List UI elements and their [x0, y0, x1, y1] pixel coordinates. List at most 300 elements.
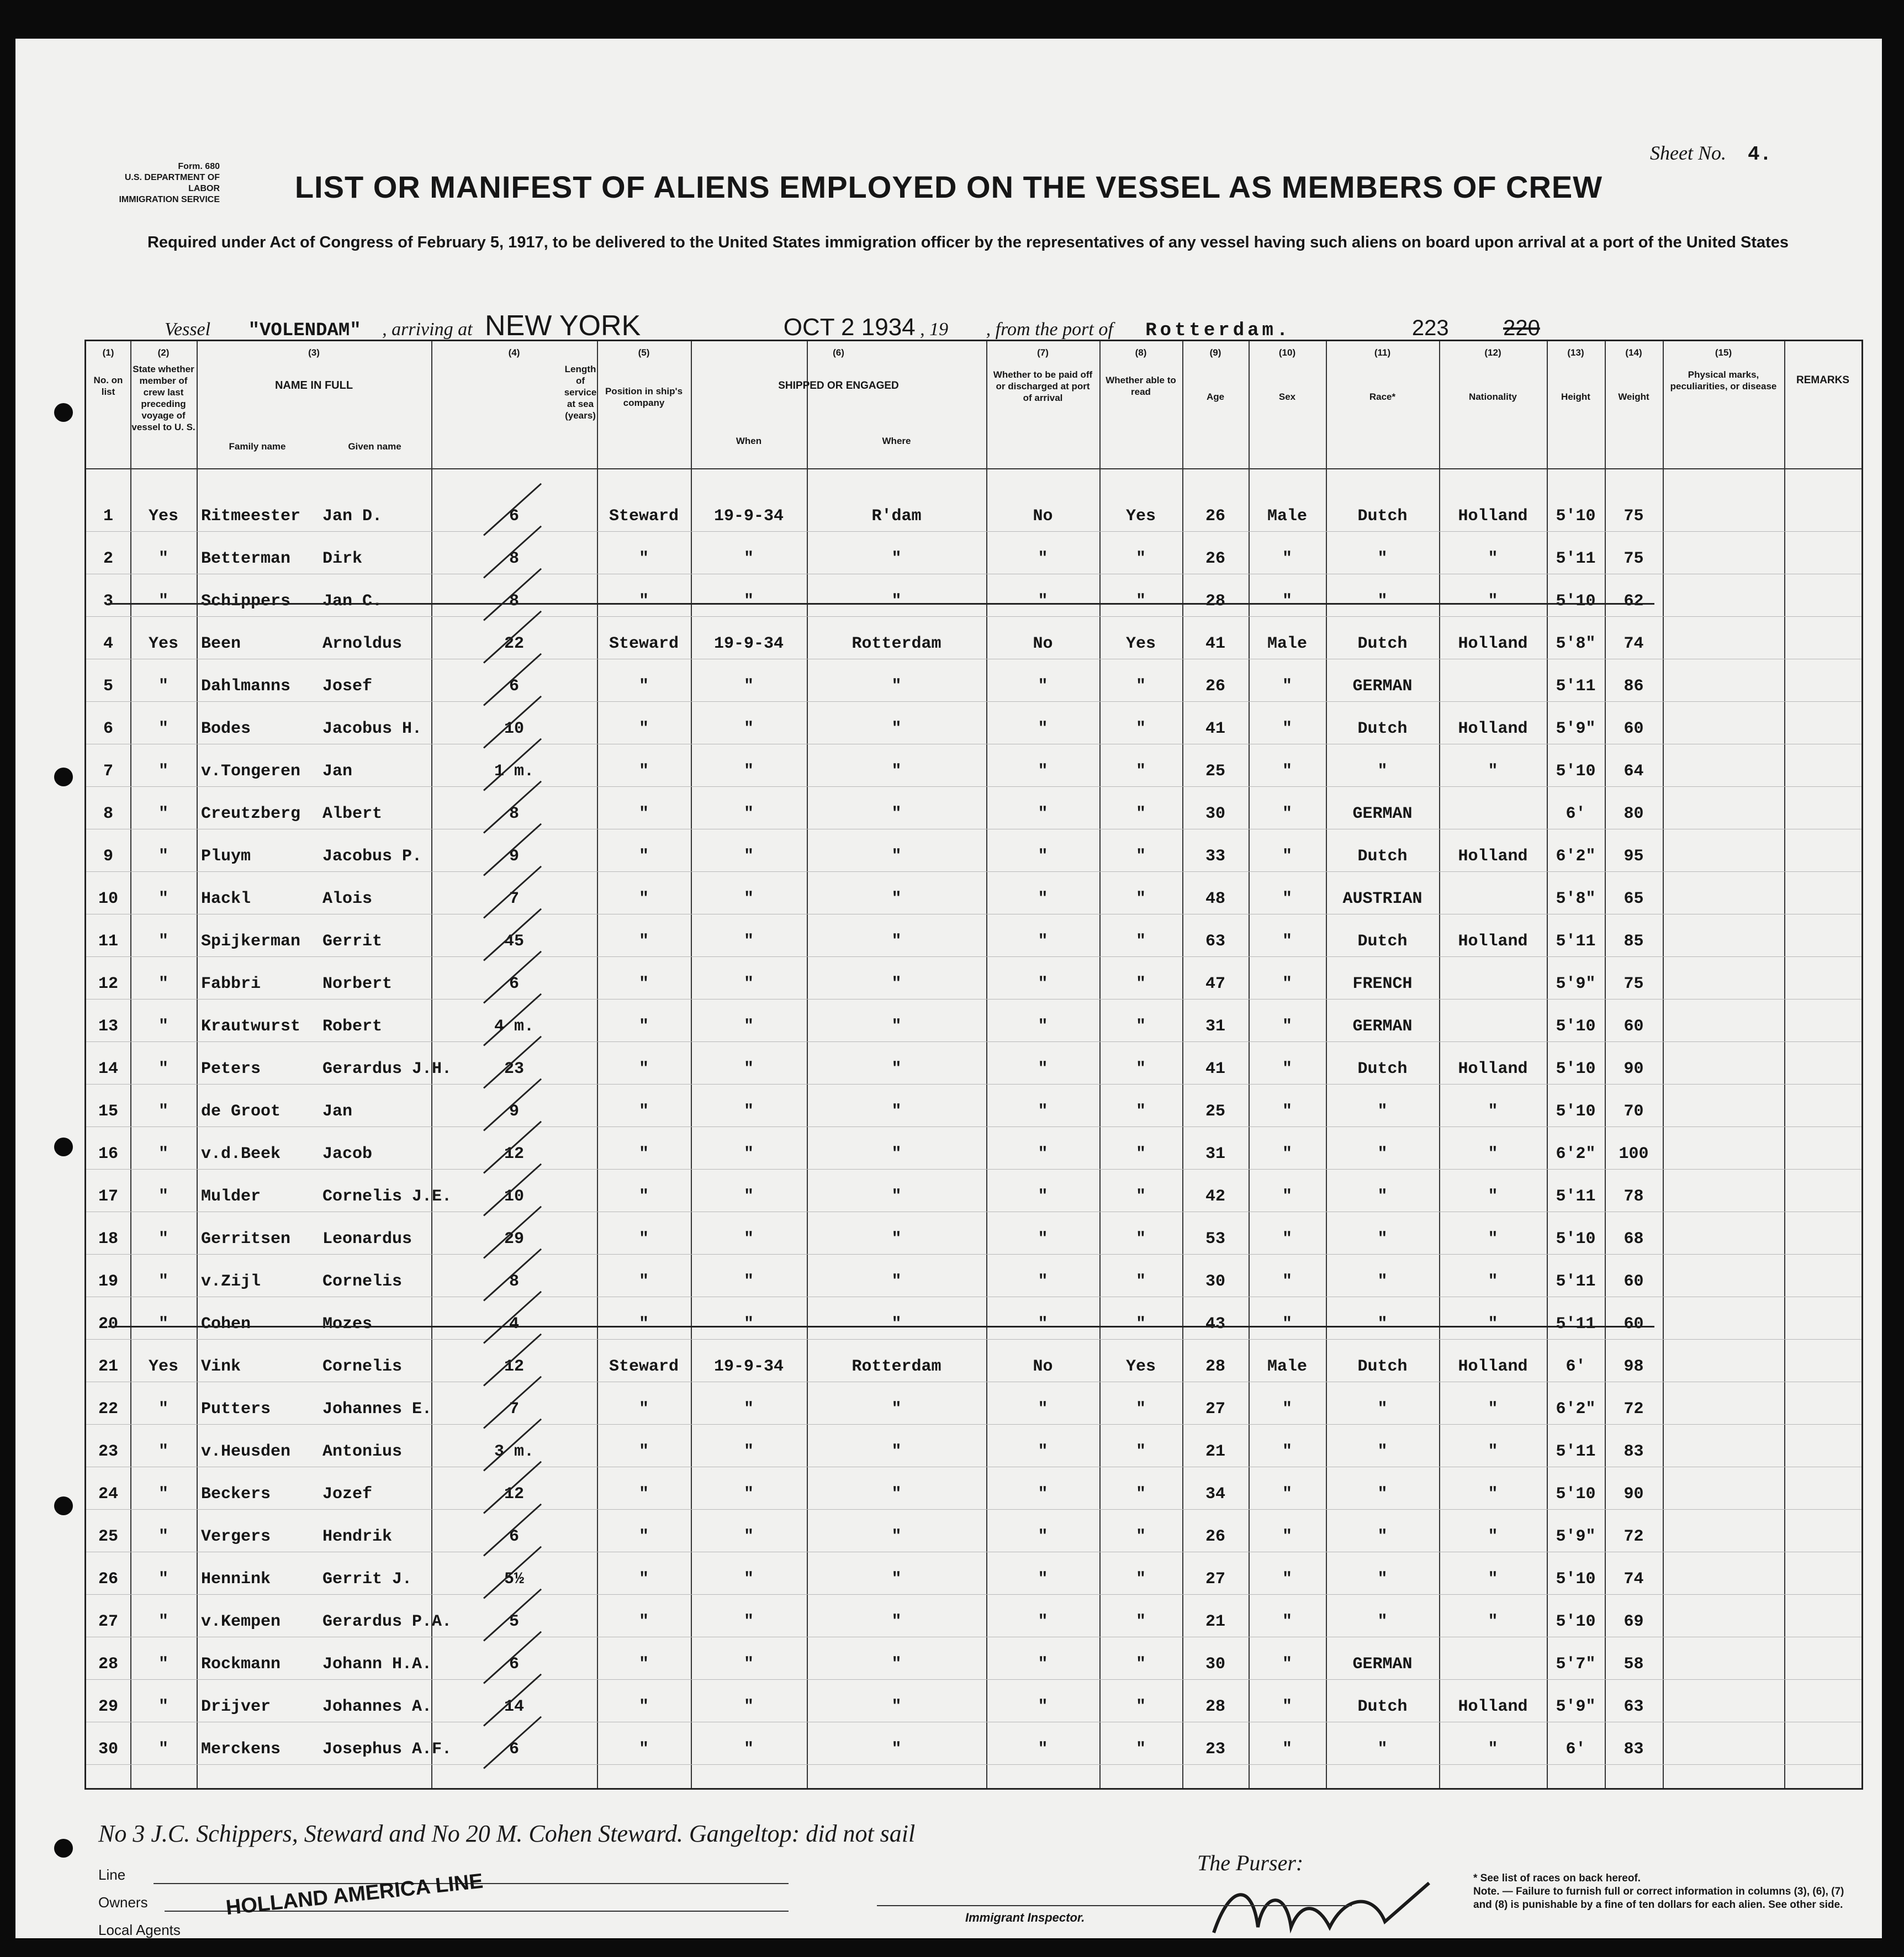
cell-race: Dutch	[1357, 847, 1408, 866]
cell-height: 6'2"	[1556, 1400, 1596, 1419]
cell-sex: "	[1282, 677, 1292, 696]
cell-given: Norbert	[322, 975, 393, 993]
cell-weight: 75	[1623, 507, 1644, 526]
cell-given: Mozes	[322, 1315, 373, 1334]
cell-when: "	[743, 975, 754, 993]
header-sex: Sex	[1278, 392, 1296, 402]
cell-service: 6	[509, 975, 519, 993]
cell-paid: "	[1038, 1315, 1048, 1334]
cell-when: "	[743, 1740, 754, 1759]
cell-where: "	[891, 1570, 902, 1589]
cell-sex: "	[1282, 1102, 1292, 1121]
punch-hole	[54, 1138, 73, 1156]
header-able-read: Whether able to read	[1106, 375, 1176, 397]
cell-position: "	[638, 1442, 649, 1461]
col-number-12: (12)	[1484, 347, 1501, 358]
cell-sex: "	[1282, 1400, 1292, 1419]
cell-where: "	[891, 1060, 902, 1078]
cell-paid: "	[1038, 890, 1048, 908]
cell-height: 5'10	[1556, 1060, 1596, 1078]
cell-race: "	[1377, 1740, 1388, 1759]
cell-given: Leonardus	[322, 1230, 412, 1249]
cell-no: 13	[98, 1017, 118, 1036]
cell-height: 5'10	[1556, 762, 1596, 781]
cell-family: Putters	[201, 1400, 271, 1419]
vessel-line	[165, 309, 1540, 342]
cell-weight: 74	[1623, 1570, 1644, 1589]
cell-weight: 69	[1623, 1612, 1644, 1631]
cell-age: 28	[1205, 1357, 1225, 1376]
cell-age: 34	[1205, 1485, 1225, 1504]
cell-paid: "	[1038, 762, 1048, 781]
cell-where: "	[891, 1315, 902, 1334]
cell-prev: "	[158, 1272, 168, 1291]
cell-given: Gerrit J.	[322, 1570, 412, 1589]
cell-sex: "	[1282, 1612, 1292, 1631]
cell-prev: "	[158, 1400, 168, 1419]
cell-where: "	[891, 890, 902, 908]
cell-service: 1 m.	[494, 762, 534, 781]
cell-nationality: Holland	[1458, 1357, 1528, 1376]
cell-sex: "	[1282, 1442, 1292, 1461]
cell-weight: 64	[1623, 762, 1644, 781]
header-age: Age	[1206, 392, 1225, 402]
punch-hole	[54, 1496, 73, 1515]
cell-prev: "	[158, 932, 168, 951]
cell-paid: "	[1038, 1655, 1048, 1674]
cell-prev: "	[158, 1187, 168, 1206]
cell-sex: "	[1282, 1315, 1292, 1334]
cell-position: "	[638, 1315, 649, 1334]
header-weight: Weight	[1618, 392, 1649, 402]
cell-sex: Male	[1267, 507, 1307, 526]
cell-no: 22	[98, 1400, 118, 1419]
arrival-port: NEW YORK	[485, 310, 641, 342]
header-remarks: REMARKS	[1796, 374, 1850, 386]
cell-given: Dirk	[322, 549, 363, 568]
cell-when: "	[743, 720, 754, 738]
header-given-name: Given name	[348, 441, 401, 452]
cell-height: 5'10	[1556, 1485, 1596, 1504]
cell-read: "	[1135, 1017, 1146, 1036]
cell-given: Albert	[322, 805, 383, 823]
cell-where: Rotterdam	[851, 634, 942, 653]
cell-nationality: "	[1488, 1187, 1498, 1206]
cell-race: GERMAN	[1352, 677, 1413, 696]
cell-age: 63	[1205, 932, 1225, 951]
cell-height: 5'10	[1556, 507, 1596, 526]
cell-where: "	[891, 720, 902, 738]
cell-service: 12	[504, 1485, 524, 1504]
cell-service: 45	[504, 932, 524, 951]
date-stamp: OCT 2 1934	[783, 314, 916, 341]
cell-position: "	[638, 1145, 649, 1163]
cell-service: 6	[509, 1655, 519, 1674]
cell-given: Antonius	[322, 1442, 403, 1461]
header-nationality: Nationality	[1469, 392, 1517, 402]
cell-given: Jan C.	[322, 592, 383, 611]
cell-race: Dutch	[1357, 1697, 1408, 1716]
header-no-on-list: No. on list	[93, 375, 123, 397]
cell-sex: "	[1282, 1740, 1292, 1759]
header-position: Position in ship's company	[605, 386, 683, 408]
cell-family: Bodes	[201, 720, 251, 738]
cell-where: Rotterdam	[851, 1357, 942, 1376]
cell-age: 23	[1205, 1740, 1225, 1759]
cell-sex: "	[1282, 805, 1292, 823]
year-label: , 19	[920, 319, 949, 340]
cell-when: "	[743, 1697, 754, 1716]
cell-family: Pluym	[201, 847, 251, 866]
cell-race: Dutch	[1357, 720, 1408, 738]
cell-weight: 98	[1623, 1357, 1644, 1376]
header-where: Where	[882, 436, 911, 446]
cell-prev: "	[158, 1442, 168, 1461]
cell-position: "	[638, 1697, 649, 1716]
cell-when: 19-9-34	[713, 507, 784, 526]
manifest-sheet	[15, 39, 1882, 1938]
cell-prev: "	[158, 1060, 168, 1078]
cell-race: "	[1377, 1442, 1388, 1461]
cell-weight: 86	[1623, 677, 1644, 696]
cell-height: 5'11	[1556, 1272, 1596, 1291]
cell-read: Yes	[1125, 634, 1156, 653]
col-number-1: (1)	[102, 347, 114, 358]
cell-age: 41	[1205, 634, 1225, 653]
cell-no: 28	[98, 1655, 118, 1674]
cell-height: 5'10	[1556, 1017, 1596, 1036]
cell-read: "	[1135, 847, 1146, 866]
cell-when: "	[743, 1060, 754, 1078]
cell-age: 48	[1205, 890, 1225, 908]
cell-when: "	[743, 1612, 754, 1631]
cell-position: "	[638, 932, 649, 951]
cell-given: Johann H.A.	[322, 1655, 432, 1674]
cell-weight: 63	[1623, 1697, 1644, 1716]
header-race: Race*	[1369, 392, 1396, 402]
cell-where: "	[891, 677, 902, 696]
cell-no: 15	[98, 1102, 118, 1121]
cell-age: 33	[1205, 847, 1225, 866]
cell-when: "	[743, 1442, 754, 1461]
cell-nationality: "	[1488, 1570, 1498, 1589]
cell-family: Cohen	[201, 1315, 251, 1334]
cell-where: R'dam	[871, 507, 922, 526]
cell-when: "	[743, 847, 754, 866]
department-name: U.S. DEPARTMENT OF LABOR	[124, 173, 220, 193]
cell-family: Fabbri	[201, 975, 261, 993]
cell-height: 5'9"	[1556, 975, 1596, 993]
line-label: Line	[98, 1866, 126, 1883]
cell-family: Drijver	[201, 1697, 271, 1716]
line-stamp: HOLLAND AMERICA LINE	[225, 1869, 484, 1920]
cell-prev: "	[158, 549, 168, 568]
cell-age: 25	[1205, 762, 1225, 781]
cell-weight: 74	[1623, 634, 1644, 653]
cell-when: "	[743, 805, 754, 823]
cell-race: FRENCH	[1352, 975, 1413, 993]
cell-position: "	[638, 1655, 649, 1674]
cell-family: Vink	[201, 1357, 241, 1376]
cell-service: 7	[509, 890, 519, 908]
cell-position: "	[638, 975, 649, 993]
cell-read: "	[1135, 890, 1146, 908]
cell-given: Jan	[322, 762, 353, 781]
cell-paid: No	[1033, 507, 1053, 526]
cell-service: 22	[504, 634, 524, 653]
cell-height: 5'11	[1556, 1315, 1596, 1334]
cell-nationality: Holland	[1458, 932, 1528, 951]
cell-family: Rockmann	[201, 1655, 281, 1674]
cell-prev: "	[158, 805, 168, 823]
cell-sex: "	[1282, 975, 1292, 993]
service-name: IMMIGRATION SERVICE	[119, 195, 220, 204]
cell-sex: "	[1282, 549, 1292, 568]
cell-when: "	[743, 1527, 754, 1546]
page-subtitle: Required under Act of Congress of February 5, 1917, to be delivered to the United States immigration officer by the representatives of any vessel having such aliens on board upon arrival at a port of the United States	[147, 234, 1789, 251]
cell-race: AUSTRIAN	[1342, 890, 1422, 908]
cell-weight: 60	[1623, 1272, 1644, 1291]
cell-family: Hackl	[201, 890, 251, 908]
cell-prev: Yes	[148, 507, 178, 526]
cell-no: 21	[98, 1357, 118, 1376]
cell-read: "	[1135, 932, 1146, 951]
cell-age: 28	[1205, 1697, 1225, 1716]
cell-paid: "	[1038, 1442, 1048, 1461]
cell-nationality: "	[1488, 1527, 1498, 1546]
cell-nationality: Holland	[1458, 720, 1528, 738]
cell-age: 21	[1205, 1442, 1225, 1461]
cell-position: "	[638, 592, 649, 611]
cell-read: "	[1135, 549, 1146, 568]
cell-when: 19-9-34	[713, 634, 784, 653]
punch-hole	[54, 1839, 73, 1858]
cell-nationality: "	[1488, 1740, 1498, 1759]
punch-hole	[54, 768, 73, 786]
col-number-7: (7)	[1037, 347, 1049, 358]
header-family-name: Family name	[229, 441, 286, 452]
cell-race: "	[1377, 762, 1388, 781]
cell-race: "	[1377, 1400, 1388, 1419]
cell-service: 8	[509, 549, 519, 568]
cell-height: 5'8"	[1556, 890, 1596, 908]
cell-read: "	[1135, 1697, 1146, 1716]
cell-weight: 72	[1623, 1400, 1644, 1419]
header-shipped-engaged: SHIPPED OR ENGAGED	[778, 380, 899, 392]
cell-paid: No	[1033, 1357, 1053, 1376]
cell-family: Spijkerman	[201, 932, 301, 951]
cell-age: 26	[1205, 677, 1225, 696]
col-number-3: (3)	[308, 347, 320, 358]
cell-paid: "	[1038, 1527, 1048, 1546]
cell-height: 5'11	[1556, 677, 1596, 696]
cell-where: "	[891, 762, 902, 781]
cell-read: Yes	[1125, 1357, 1156, 1376]
cell-where: "	[891, 1740, 902, 1759]
cell-no: 11	[98, 932, 118, 951]
cell-position: "	[638, 720, 649, 738]
cell-given: Jozef	[322, 1485, 373, 1504]
sheet-label: Sheet No.	[1650, 142, 1726, 164]
cell-sex: "	[1282, 1655, 1292, 1674]
cell-nationality: "	[1488, 1485, 1498, 1504]
cell-service: 12	[504, 1357, 524, 1376]
cell-weight: 62	[1623, 592, 1644, 611]
cell-race: GERMAN	[1352, 805, 1413, 823]
cell-service: 8	[509, 592, 519, 611]
cell-where: "	[891, 975, 902, 993]
cell-family: Been	[201, 634, 241, 653]
header-prev-voyage: State whether member of crew last preceding voyage of vessel to U. S.	[131, 364, 195, 432]
cell-sex: Male	[1267, 634, 1307, 653]
cell-nationality: Holland	[1458, 1697, 1528, 1716]
cell-read: "	[1135, 1060, 1146, 1078]
cell-position: "	[638, 1017, 649, 1036]
cell-height: 5'11	[1556, 549, 1596, 568]
cell-paid: "	[1038, 677, 1048, 696]
cell-weight: 58	[1623, 1655, 1644, 1674]
cell-nationality: "	[1488, 1315, 1498, 1334]
col-number-15: (15)	[1715, 347, 1732, 358]
cell-position: Steward	[609, 634, 679, 653]
vessel-name: "VOLENDAM"	[248, 320, 361, 341]
cell-when: "	[743, 762, 754, 781]
cell-height: 5'10	[1556, 1102, 1596, 1121]
cell-prev: "	[158, 1485, 168, 1504]
cell-nationality: "	[1488, 1612, 1498, 1631]
cell-height: 5'11	[1556, 932, 1596, 951]
cell-no: 25	[98, 1527, 118, 1546]
cell-given: Cornelis J.E.	[322, 1187, 452, 1206]
cell-paid: "	[1038, 1485, 1048, 1504]
header-name-in-full: NAME IN FULL	[274, 379, 353, 392]
cell-paid: "	[1038, 1230, 1048, 1249]
cell-height: 6'	[1565, 805, 1586, 823]
cell-read: "	[1135, 1400, 1146, 1419]
cell-position: "	[638, 847, 649, 866]
cell-age: 26	[1205, 507, 1225, 526]
cell-no: 2	[103, 549, 113, 568]
cell-service: 12	[504, 1145, 524, 1163]
cell-prev: "	[158, 1740, 168, 1759]
cell-prev: "	[158, 890, 168, 908]
cell-when: "	[743, 1102, 754, 1121]
cell-height: 5'9"	[1556, 1527, 1596, 1546]
cell-no: 5	[103, 677, 113, 696]
cell-nationality: Holland	[1458, 847, 1528, 866]
cell-when: "	[743, 549, 754, 568]
cell-when: "	[743, 1272, 754, 1291]
cell-read: Yes	[1125, 507, 1156, 526]
struck-page-number: 220	[1503, 316, 1540, 340]
cell-height: 6'2"	[1556, 847, 1596, 866]
cell-no: 29	[98, 1697, 118, 1716]
cell-sex: "	[1282, 1187, 1292, 1206]
cell-no: 17	[98, 1187, 118, 1206]
cell-race: "	[1377, 592, 1388, 611]
cell-service: 8	[509, 1272, 519, 1291]
cell-height: 5'10	[1556, 1570, 1596, 1589]
cell-age: 41	[1205, 1060, 1225, 1078]
cell-service: 10	[504, 720, 524, 738]
cell-weight: 75	[1623, 549, 1644, 568]
cell-paid: "	[1038, 1400, 1048, 1419]
cell-weight: 90	[1623, 1060, 1644, 1078]
cell-family: Krautwurst	[201, 1017, 301, 1036]
cell-paid: "	[1038, 1145, 1048, 1163]
cell-paid: "	[1038, 1102, 1048, 1121]
cell-age: 43	[1205, 1315, 1225, 1334]
sheet-number-block	[1650, 141, 1771, 166]
cell-no: 10	[98, 890, 118, 908]
cell-race: "	[1377, 1315, 1388, 1334]
cell-weight: 65	[1623, 890, 1644, 908]
cell-when: "	[743, 592, 754, 611]
cell-sex: "	[1282, 762, 1292, 781]
cell-where: "	[891, 1442, 902, 1461]
cell-given: Hendrik	[322, 1527, 393, 1546]
cell-prev: "	[158, 1527, 168, 1546]
cell-where: "	[891, 932, 902, 951]
cell-no: 24	[98, 1485, 118, 1504]
cell-given: Jacobus H.	[322, 720, 422, 738]
cell-where: "	[891, 1527, 902, 1546]
cell-where: "	[891, 1485, 902, 1504]
cell-race: Dutch	[1357, 1060, 1408, 1078]
footer-notes	[1473, 1872, 1854, 1912]
cell-given: Gerrit	[322, 932, 383, 951]
col-number-10: (10)	[1278, 347, 1296, 358]
cell-family: Betterman	[201, 549, 291, 568]
cell-when: "	[743, 1017, 754, 1036]
cell-race: "	[1377, 1272, 1388, 1291]
cell-weight: 70	[1623, 1102, 1644, 1121]
cell-service: 4 m.	[494, 1017, 534, 1036]
cell-sex: "	[1282, 1272, 1292, 1291]
cell-position: "	[638, 890, 649, 908]
cell-when: "	[743, 1400, 754, 1419]
cell-height: 5'10	[1556, 592, 1596, 611]
cell-sex: "	[1282, 847, 1292, 866]
cell-prev: Yes	[148, 1357, 178, 1376]
cell-family: v.Kempen	[201, 1612, 281, 1631]
cell-prev: "	[158, 847, 168, 866]
cell-position: "	[638, 1740, 649, 1759]
cell-race: GERMAN	[1352, 1017, 1413, 1036]
cell-prev: Yes	[148, 634, 178, 653]
cell-sex: "	[1282, 1527, 1292, 1546]
cell-paid: "	[1038, 847, 1048, 866]
cell-nationality: Holland	[1458, 634, 1528, 653]
cell-read: "	[1135, 1272, 1146, 1291]
cell-read: "	[1135, 677, 1146, 696]
cell-no: 27	[98, 1612, 118, 1631]
header-paid-off: Whether to be paid off or discharged at port of arrival	[993, 369, 1093, 403]
cell-given: Johannes E.	[322, 1400, 432, 1419]
cell-where: "	[891, 805, 902, 823]
cell-sex: "	[1282, 1485, 1292, 1504]
cell-read: "	[1135, 975, 1146, 993]
cell-weight: 75	[1623, 975, 1644, 993]
cell-race: "	[1377, 1527, 1388, 1546]
cell-age: 30	[1205, 1655, 1225, 1674]
cell-no: 8	[103, 805, 113, 823]
cell-family: Creutzberg	[201, 805, 301, 823]
cell-prev: "	[158, 1697, 168, 1716]
cell-prev: "	[158, 720, 168, 738]
cell-nationality: "	[1488, 1442, 1498, 1461]
cell-paid: "	[1038, 720, 1048, 738]
